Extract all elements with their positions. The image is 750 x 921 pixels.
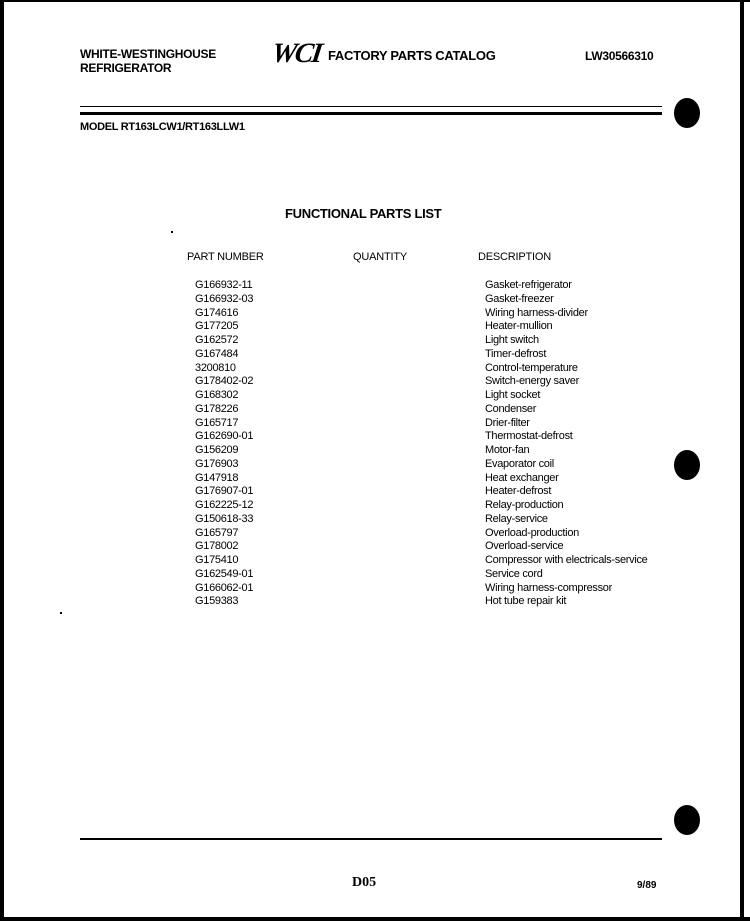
page-border-bottom (0, 917, 750, 921)
part-row (0, 458, 700, 472)
part-row (0, 279, 700, 293)
column-header-quantity: QUANTITY (353, 251, 408, 263)
part-row (0, 389, 700, 403)
part-description: Light socket (485, 389, 541, 401)
part-description: Switch-energy saver (485, 375, 579, 388)
part-description: Heater-mullion (485, 320, 553, 333)
part-number: G162225-12 (195, 499, 254, 511)
part-row (0, 527, 700, 541)
part-description: Timer-defrost (485, 347, 547, 360)
column-header-description: DESCRIPTION (478, 251, 551, 263)
part-row (0, 293, 700, 307)
part-number: G178002 (195, 540, 239, 553)
part-number: G162690-01 (195, 430, 254, 443)
part-row (0, 334, 700, 348)
part-number: G178402-02 (195, 375, 254, 388)
part-row (0, 403, 700, 417)
part-number: G177205 (195, 320, 239, 333)
part-description: Relay-service (485, 512, 548, 525)
part-number: G150618-33 (195, 512, 254, 525)
part-number: G156209 (195, 444, 239, 456)
part-number: 3200810 (195, 361, 236, 374)
part-number: G175410 (195, 554, 239, 566)
part-description: Thermostat-defrost (485, 430, 573, 443)
part-row (0, 485, 700, 499)
part-description: Wiring harness-divider (485, 306, 588, 319)
part-description: Wiring harness-compressor (485, 581, 612, 594)
part-description: Overload-production (485, 526, 579, 539)
column-header-part-number: PART NUMBER (187, 251, 264, 263)
part-description: Overload-service (485, 540, 564, 553)
part-row (0, 540, 700, 554)
header-rule (80, 106, 662, 115)
part-number: G147918 (195, 471, 239, 484)
part-row (0, 320, 700, 334)
part-number: G162572 (195, 334, 239, 346)
model-number: MODEL RT163LCW1/RT163LLW1 (80, 121, 245, 133)
part-row (0, 307, 700, 321)
part-description: Relay-production (485, 499, 564, 511)
product-type: REFRIGERATOR (80, 61, 172, 75)
part-number: G162549-01 (195, 567, 254, 580)
part-description: Heater-defrost (485, 485, 552, 498)
part-number: G167484 (195, 347, 239, 360)
part-row (0, 513, 700, 527)
scan-speck (171, 231, 173, 233)
list-title: FUNCTIONAL PARTS LIST (285, 206, 442, 221)
part-description: Compressor with electricals-service (485, 554, 648, 566)
part-description: Condenser (485, 402, 537, 415)
part-description: Heat exchanger (485, 471, 559, 484)
part-row (0, 348, 700, 362)
scan-speck (60, 612, 62, 614)
part-row (0, 554, 700, 568)
part-number: G165717 (195, 416, 239, 429)
page-code: D05 (352, 875, 377, 890)
part-number: G159383 (195, 595, 239, 608)
binder-hole-bottom (674, 805, 700, 835)
part-description: Gasket-refrigerator (485, 279, 572, 291)
part-description: Evaporator coil (485, 457, 554, 470)
part-row (0, 568, 700, 582)
page-border-top (0, 0, 750, 2)
part-number: G165797 (195, 526, 239, 539)
part-description: Drier-filter (485, 416, 530, 429)
wci-logo: WCI (269, 38, 323, 69)
part-row (0, 430, 700, 444)
part-description: Control-temperature (485, 361, 578, 374)
part-description: Hot tube repair kit (485, 595, 567, 608)
part-row (0, 582, 700, 596)
part-description: Light switch (485, 334, 539, 346)
publication-date: 9/89 (637, 880, 657, 891)
part-number: G168302 (195, 389, 239, 401)
part-row (0, 375, 700, 389)
part-row (0, 362, 700, 376)
manufacturer-block (80, 47, 216, 75)
catalog-title: FACTORY PARTS CATALOG (328, 48, 496, 63)
part-number: G166062-01 (195, 581, 254, 594)
part-row (0, 499, 700, 513)
parts-list (0, 279, 700, 609)
part-number: G178226 (195, 402, 239, 415)
footer-rule (80, 838, 662, 840)
manufacturer-name: WHITE-WESTINGHOUSE (80, 47, 216, 61)
part-number: G166932-03 (195, 292, 254, 305)
page-border-right (740, 0, 744, 921)
part-description: Service cord (485, 567, 543, 580)
part-number: G176903 (195, 457, 239, 470)
catalog-number: LW30566310 (585, 49, 654, 63)
part-number: G166932-11 (195, 279, 253, 291)
part-row (0, 472, 700, 486)
part-description: Gasket-freezer (485, 292, 554, 305)
binder-hole-top (674, 98, 700, 128)
part-number: G176907-01 (195, 485, 254, 498)
part-row (0, 595, 700, 609)
part-number: G174616 (195, 306, 239, 319)
part-row (0, 444, 700, 458)
part-description: Motor-fan (485, 444, 530, 456)
part-row (0, 417, 700, 431)
